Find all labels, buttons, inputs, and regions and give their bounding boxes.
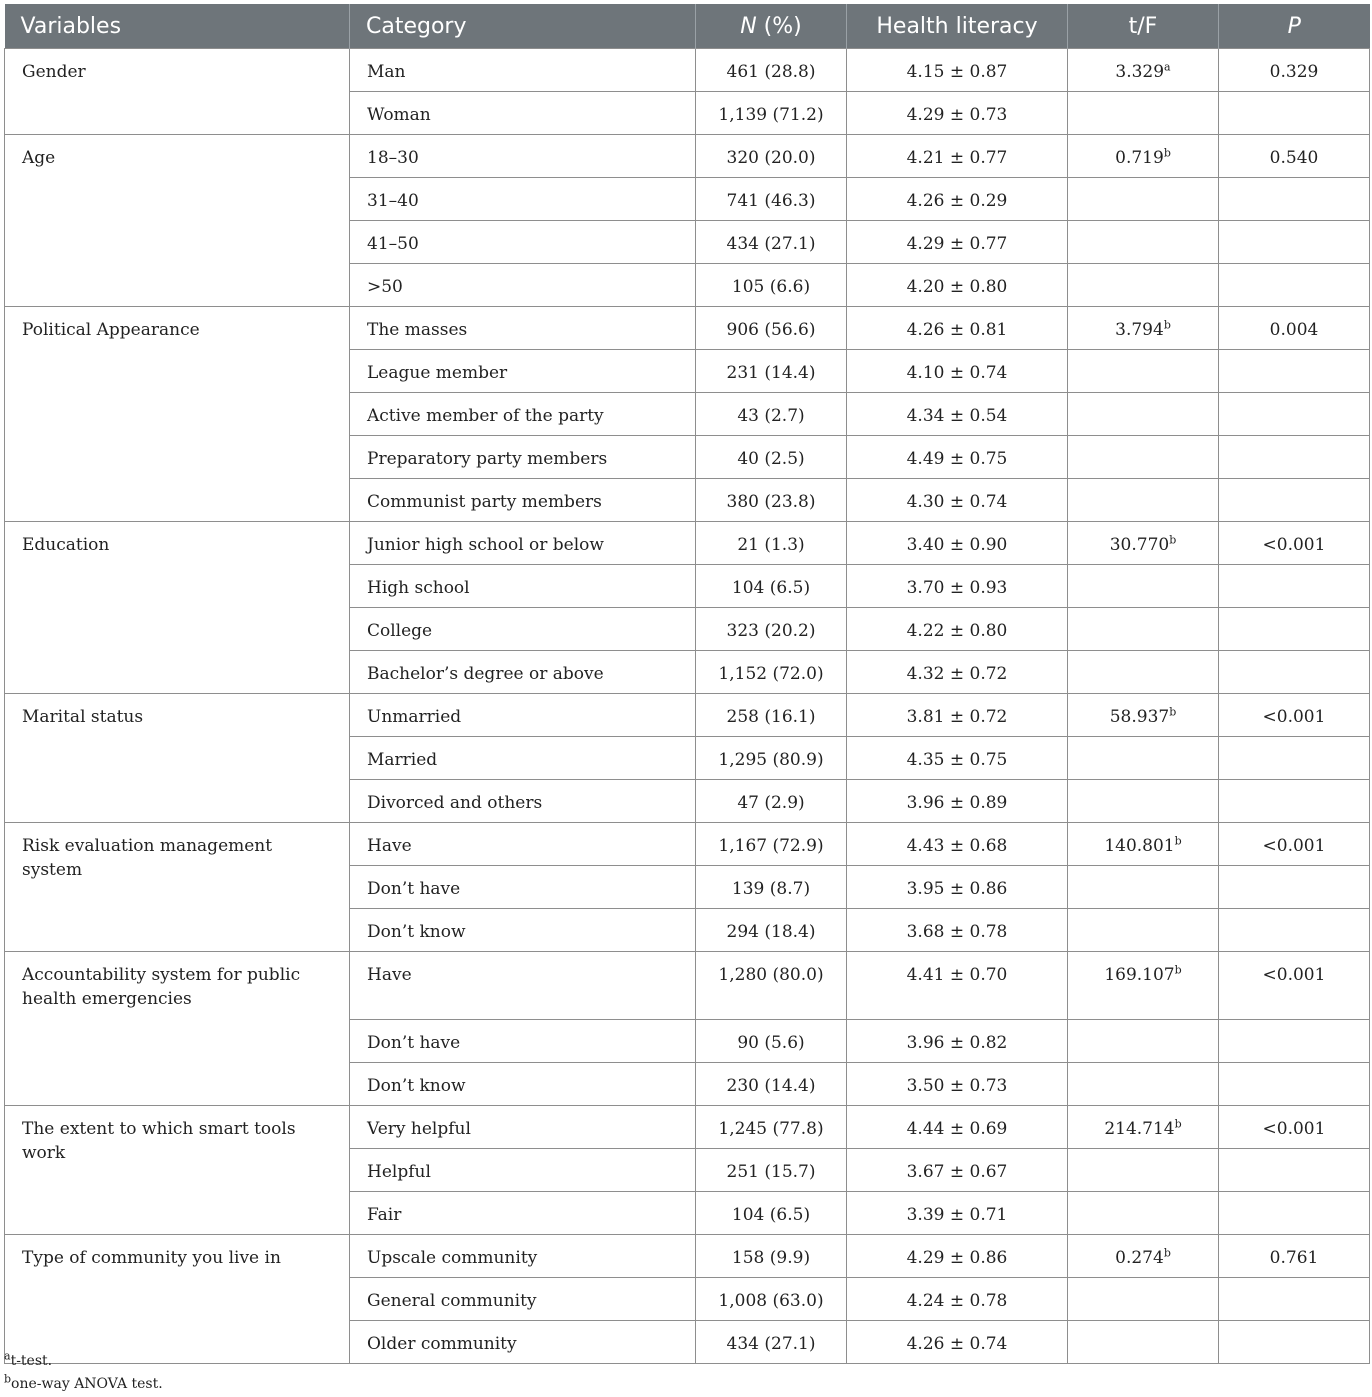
tf-cell (1068, 780, 1219, 823)
tf-cell (1068, 1278, 1219, 1321)
health-literacy-cell: 4.49 ± 0.75 (847, 436, 1068, 479)
n-percent-cell: 47 (2.9) (696, 780, 847, 823)
health-literacy-cell: 4.10 ± 0.74 (847, 350, 1068, 393)
tf-superscript: b (1163, 1246, 1171, 1260)
n-percent-cell: 158 (9.9) (696, 1235, 847, 1278)
health-literacy-cell: 3.67 ± 0.67 (847, 1149, 1068, 1192)
category-cell: Very helpful (350, 1106, 696, 1149)
tf-superscript: b (1169, 705, 1177, 719)
category-cell: League member (350, 350, 696, 393)
variable-cell: Marital status (5, 694, 350, 823)
p-value-cell (1219, 1321, 1370, 1364)
tf-cell (1068, 651, 1219, 694)
footnotes (4, 1350, 163, 1396)
p-value-cell (1219, 780, 1370, 823)
tf-value: 140.801 (1104, 836, 1175, 856)
p-value-cell (1219, 393, 1370, 436)
table-row (5, 307, 1370, 350)
variable-cell: Type of community you live in (5, 1235, 350, 1364)
health-literacy-cell: 4.35 ± 0.75 (847, 737, 1068, 780)
table-row (5, 135, 1370, 178)
p-value-cell (1219, 135, 1370, 178)
n-percent-cell: 105 (6.6) (696, 264, 847, 307)
table-row (5, 823, 1370, 866)
health-literacy-cell: 4.29 ± 0.73 (847, 92, 1068, 135)
variable-cell: Age (5, 135, 350, 307)
category-cell: 41–50 (350, 221, 696, 264)
p-value-cell (1219, 92, 1370, 135)
n-percent-cell: 230 (14.4) (696, 1063, 847, 1106)
footnote-b-mark: b (4, 1372, 12, 1386)
p-value: 0.761 (1269, 1248, 1319, 1268)
p-value-cell (1219, 49, 1370, 92)
category-cell: Unmarried (350, 694, 696, 737)
p-value-cell (1219, 479, 1370, 522)
health-literacy-cell: 4.15 ± 0.87 (847, 49, 1068, 92)
footnote-b (4, 1373, 163, 1396)
tf-cell (1068, 694, 1219, 737)
category-cell: Older community (350, 1321, 696, 1364)
n-percent-cell: 1,152 (72.0) (696, 651, 847, 694)
tf-cell (1068, 393, 1219, 436)
health-literacy-cell: 3.96 ± 0.89 (847, 780, 1068, 823)
p-value-cell (1219, 1149, 1370, 1192)
tf-cell (1068, 49, 1219, 92)
p-value-cell (1219, 565, 1370, 608)
tf-value: 58.937 (1109, 707, 1170, 727)
header-n-percent (696, 4, 847, 49)
p-value-cell (1219, 178, 1370, 221)
variable-cell: Gender (5, 49, 350, 135)
category-cell: General community (350, 1278, 696, 1321)
category-cell: Preparatory party members (350, 436, 696, 479)
p-value-cell (1219, 909, 1370, 952)
category-cell: Upscale community (350, 1235, 696, 1278)
header-row (5, 4, 1370, 49)
n-percent-cell: 1,139 (71.2) (696, 92, 847, 135)
table-body (5, 49, 1370, 1364)
category-cell: Don’t have (350, 866, 696, 909)
tf-cell (1068, 135, 1219, 178)
p-value-cell (1219, 866, 1370, 909)
p-value: <0.001 (1262, 1119, 1326, 1139)
p-value-cell (1219, 1278, 1370, 1321)
health-literacy-cell: 4.32 ± 0.72 (847, 651, 1068, 694)
n-percent-cell: 1,245 (77.8) (696, 1106, 847, 1149)
health-literacy-cell: 4.26 ± 0.29 (847, 178, 1068, 221)
health-literacy-cell: 4.44 ± 0.69 (847, 1106, 1068, 1149)
variable-cell: The extent to which smart tools work (5, 1106, 350, 1235)
n-percent-cell: 906 (56.6) (696, 307, 847, 350)
footnote-a (4, 1350, 163, 1373)
n-percent-cell: 258 (16.1) (696, 694, 847, 737)
health-literacy-cell: 4.26 ± 0.74 (847, 1321, 1068, 1364)
health-literacy-cell: 4.29 ± 0.86 (847, 1235, 1068, 1278)
tf-cell (1068, 1235, 1219, 1278)
category-cell: Have (350, 952, 696, 1020)
health-literacy-cell: 3.68 ± 0.78 (847, 909, 1068, 952)
n-percent-cell: 40 (2.5) (696, 436, 847, 479)
category-cell: Married (350, 737, 696, 780)
p-value-cell (1219, 823, 1370, 866)
n-percent-cell: 380 (23.8) (696, 479, 847, 522)
health-literacy-cell: 3.70 ± 0.93 (847, 565, 1068, 608)
tf-superscript: b (1174, 1117, 1182, 1131)
n-percent-cell: 43 (2.7) (696, 393, 847, 436)
tf-cell (1068, 92, 1219, 135)
tf-value: 3.329 (1115, 62, 1165, 82)
n-percent-cell: 434 (27.1) (696, 221, 847, 264)
category-cell: 18–30 (350, 135, 696, 178)
tf-superscript: b (1163, 318, 1171, 332)
p-value: 0.004 (1269, 320, 1319, 340)
tf-cell (1068, 221, 1219, 264)
n-percent-cell: 251 (15.7) (696, 1149, 847, 1192)
health-literacy-cell: 4.22 ± 0.80 (847, 608, 1068, 651)
tf-value: 214.714 (1104, 1119, 1175, 1139)
tf-cell (1068, 1321, 1219, 1364)
n-percent-cell: 1,295 (80.9) (696, 737, 847, 780)
category-cell: Bachelor’s degree or above (350, 651, 696, 694)
p-value-cell (1219, 264, 1370, 307)
health-literacy-cell: 3.50 ± 0.73 (847, 1063, 1068, 1106)
tf-cell (1068, 952, 1219, 1020)
n-percent-cell: 231 (14.4) (696, 350, 847, 393)
category-cell: Junior high school or below (350, 522, 696, 565)
tf-value: 169.107 (1104, 965, 1175, 985)
health-literacy-cell: 4.41 ± 0.70 (847, 952, 1068, 1020)
n-percent-cell: 90 (5.6) (696, 1020, 847, 1063)
p-value-cell (1219, 522, 1370, 565)
p-value-cell (1219, 1192, 1370, 1235)
header-variables: Variables (5, 4, 350, 49)
health-literacy-cell: 3.96 ± 0.82 (847, 1020, 1068, 1063)
n-percent-cell: 104 (6.5) (696, 1192, 847, 1235)
health-literacy-cell: 4.34 ± 0.54 (847, 393, 1068, 436)
category-cell: Helpful (350, 1149, 696, 1192)
p-value-cell (1219, 307, 1370, 350)
tf-superscript: b (1163, 146, 1171, 160)
category-cell: 31–40 (350, 178, 696, 221)
n-percent-cell: 741 (46.3) (696, 178, 847, 221)
category-cell: Have (350, 823, 696, 866)
p-value: <0.001 (1262, 707, 1326, 727)
tf-cell (1068, 1106, 1219, 1149)
header-n-symbol: N (740, 13, 757, 39)
tf-value: 0.719 (1115, 148, 1164, 168)
health-literacy-cell: 3.39 ± 0.71 (847, 1192, 1068, 1235)
category-cell: The masses (350, 307, 696, 350)
n-percent-cell: 1,167 (72.9) (696, 823, 847, 866)
n-percent-cell: 21 (1.3) (696, 522, 847, 565)
tf-superscript: b (1169, 533, 1177, 547)
category-cell: Active member of the party (350, 393, 696, 436)
category-cell: Divorced and others (350, 780, 696, 823)
category-cell: Fair (350, 1192, 696, 1235)
p-value-cell (1219, 221, 1370, 264)
health-literacy-cell: 4.26 ± 0.81 (847, 307, 1068, 350)
n-percent-cell: 461 (28.8) (696, 49, 847, 92)
p-value-cell (1219, 608, 1370, 651)
footnote-b-text: one-way ANOVA test. (11, 1376, 163, 1392)
p-value-cell (1219, 1063, 1370, 1106)
health-literacy-cell: 3.81 ± 0.72 (847, 694, 1068, 737)
n-percent-cell: 434 (27.1) (696, 1321, 847, 1364)
tf-value: 3.794 (1115, 320, 1164, 340)
n-percent-cell: 294 (18.4) (696, 909, 847, 952)
n-percent-cell: 320 (20.0) (696, 135, 847, 178)
p-value-cell (1219, 1235, 1370, 1278)
health-literacy-cell: 4.20 ± 0.80 (847, 264, 1068, 307)
header-tf: t/F (1068, 4, 1219, 49)
p-value-cell (1219, 1106, 1370, 1149)
header-n-percent-suffix: (%) (756, 13, 802, 39)
p-value-cell (1219, 436, 1370, 479)
table-row (5, 1106, 1370, 1149)
p-value-cell (1219, 952, 1370, 1020)
tf-cell (1068, 565, 1219, 608)
header-category: Category (350, 4, 696, 49)
variable-cell: Education (5, 522, 350, 694)
table-row (5, 522, 1370, 565)
variable-cell: Political Appearance (5, 307, 350, 522)
table-row (5, 49, 1370, 92)
p-value-cell (1219, 694, 1370, 737)
variable-cell: Risk evaluation management system (5, 823, 350, 952)
tf-cell (1068, 1020, 1219, 1063)
tf-cell (1068, 737, 1219, 780)
p-value-cell (1219, 350, 1370, 393)
category-cell: High school (350, 565, 696, 608)
tf-cell (1068, 307, 1219, 350)
tf-cell (1068, 264, 1219, 307)
tf-value: 30.770 (1109, 535, 1170, 555)
p-value-cell (1219, 737, 1370, 780)
table-row (5, 694, 1370, 737)
tf-cell (1068, 436, 1219, 479)
health-literacy-cell: 4.29 ± 0.77 (847, 221, 1068, 264)
data-table (4, 4, 1370, 1364)
header-p: P (1219, 4, 1370, 49)
table-row (5, 1235, 1370, 1278)
variable-cell: Accountability system for public health emergencies (5, 952, 350, 1106)
tf-superscript: a (1164, 60, 1171, 74)
header-health-literacy: Health literacy (847, 4, 1068, 49)
tf-cell (1068, 909, 1219, 952)
p-value-cell (1219, 651, 1370, 694)
tf-cell (1068, 178, 1219, 221)
n-percent-cell: 139 (8.7) (696, 866, 847, 909)
health-literacy-cell: 4.30 ± 0.74 (847, 479, 1068, 522)
n-percent-cell: 1,280 (80.0) (696, 952, 847, 1020)
category-cell: Woman (350, 92, 696, 135)
table-row (5, 952, 1370, 1020)
category-cell: Man (350, 49, 696, 92)
footnote-a-mark: a (4, 1349, 11, 1363)
footnote-a-text: t-test. (10, 1353, 53, 1369)
tf-cell (1068, 522, 1219, 565)
n-percent-cell: 323 (20.2) (696, 608, 847, 651)
tf-cell (1068, 350, 1219, 393)
health-literacy-cell: 4.21 ± 0.77 (847, 135, 1068, 178)
tf-cell (1068, 1192, 1219, 1235)
category-cell: >50 (350, 264, 696, 307)
tf-cell (1068, 608, 1219, 651)
tf-cell (1068, 823, 1219, 866)
p-value: <0.001 (1262, 965, 1326, 985)
health-literacy-cell: 3.40 ± 0.90 (847, 522, 1068, 565)
tf-superscript: b (1174, 834, 1182, 848)
tf-cell (1068, 866, 1219, 909)
category-cell: Don’t know (350, 909, 696, 952)
p-value: 0.540 (1269, 148, 1319, 168)
category-cell: Don’t have (350, 1020, 696, 1063)
health-literacy-cell: 4.43 ± 0.68 (847, 823, 1068, 866)
p-value: 0.329 (1269, 62, 1319, 82)
category-cell: College (350, 608, 696, 651)
category-cell: Don’t know (350, 1063, 696, 1106)
tf-cell (1068, 1149, 1219, 1192)
health-literacy-cell: 4.24 ± 0.78 (847, 1278, 1068, 1321)
p-value: <0.001 (1262, 535, 1326, 555)
n-percent-cell: 104 (6.5) (696, 565, 847, 608)
p-value: <0.001 (1262, 836, 1326, 856)
tf-value: 0.274 (1115, 1248, 1164, 1268)
tf-superscript: b (1174, 963, 1182, 977)
n-percent-cell: 1,008 (63.0) (696, 1278, 847, 1321)
p-value-cell (1219, 1020, 1370, 1063)
category-cell: Communist party members (350, 479, 696, 522)
tf-cell (1068, 1063, 1219, 1106)
tf-cell (1068, 479, 1219, 522)
health-literacy-cell: 3.95 ± 0.86 (847, 866, 1068, 909)
